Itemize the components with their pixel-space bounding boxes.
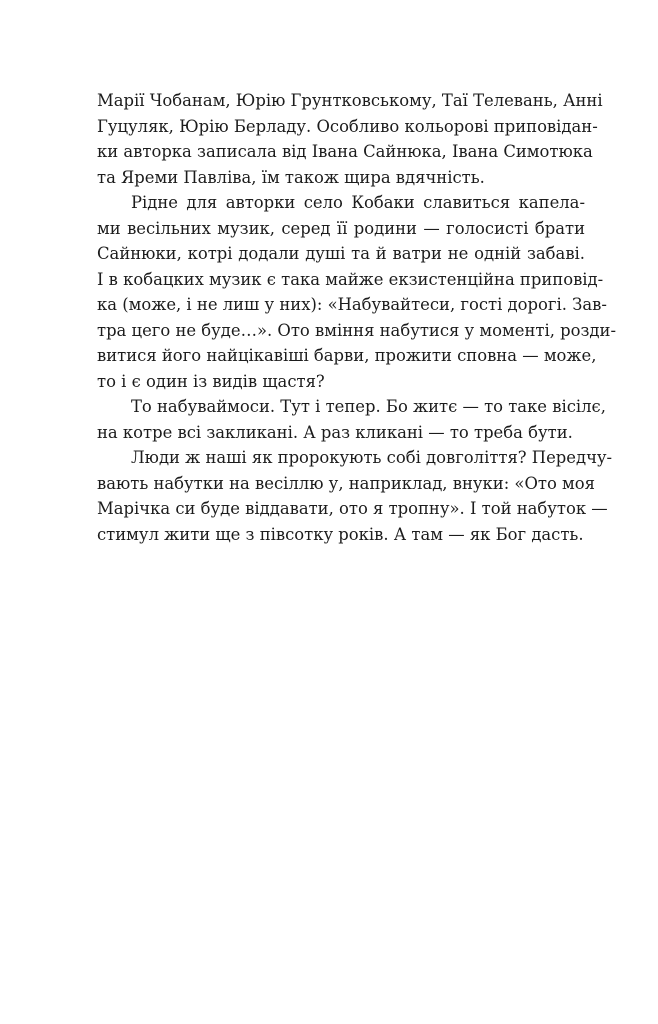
text-line: тра цего не буде…». Ото вміння набутися у моменті, розди- — [97, 320, 616, 340]
text-line: вають набутки на весіллю у, наприклад, внуки: «Ото моя — [97, 473, 595, 493]
text-line: ми весільних музик, серед її родини — голосисті брати — [97, 218, 585, 238]
text-line: Рідне для авторки село Кобаки славиться капела- — [131, 193, 585, 212]
text-line: витися його найцікавіші барви, прожити сповна — може, — [97, 346, 597, 365]
paragraph-acknowledgments — [97, 88, 603, 190]
text-line: Гуцуляк, Юрію Берладу. Особливо кольорові приповідан- — [97, 116, 598, 136]
text-line: то і є один із видів щастя? — [97, 371, 325, 391]
text-line: Марії Чобанам, Юрію Грунтковському, Таї Телевань, Анні — [97, 91, 603, 110]
body-text — [97, 88, 616, 547]
text-line: То набуваймоси. Тут і тепер. Бо житє — то таке вісілє, — [131, 397, 606, 416]
paragraph-here-and-now — [97, 394, 606, 445]
text-line: І в кобацких музик є така майже екзистенційна приповід- — [97, 269, 604, 289]
text-line: та Яреми Павліва, їм також щира вдячність. — [97, 167, 485, 187]
text-line: стимул жити ще з півсотку років. А там — як Бог дасть. — [97, 524, 584, 544]
paragraph-longevity — [97, 445, 613, 547]
text-line: ки авторка записала від Івана Сайнюка, Івана Симотюка — [97, 142, 593, 161]
text-line: Марічка си буде віддавати, ото я тропну». І той набуток — — [97, 499, 608, 518]
paragraph-village-musicians — [97, 190, 616, 394]
text-line: Люди ж наші як пророкують собі довголіття? Передчу- — [131, 448, 613, 467]
text-line: Сайнюки, котрі додали душі та й ватри не одній забаві. — [97, 244, 585, 263]
text-line: ка (може, і не лиш у них): «Набувайтеси, гості дорогі. Зав- — [97, 295, 607, 314]
text-line: на котре всі закликані. А раз кликані — то треба бути. — [97, 422, 573, 442]
